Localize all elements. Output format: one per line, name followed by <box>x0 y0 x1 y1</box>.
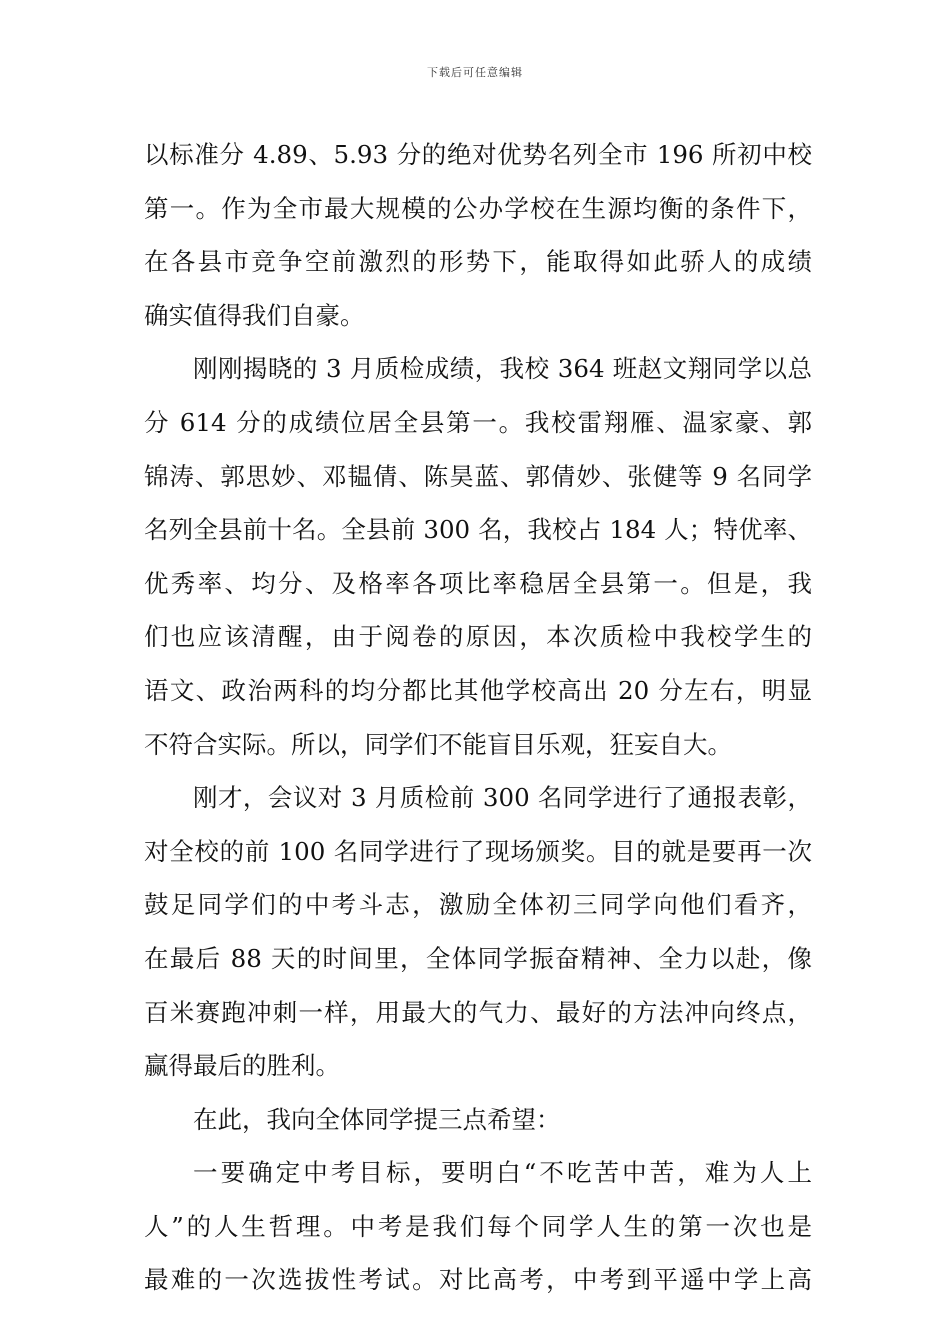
text-line: 优秀率、均分、及格率各项比率稳居全县第一。但是，我 <box>144 568 812 598</box>
text-line: 们也应该清醒，由于阅卷的原因，本次质检中我校学生的 <box>144 622 812 652</box>
text-line: 鼓足同学们的中考斗志，激励全体初三同学向他们看齐， <box>144 890 812 920</box>
text-line: 赢得最后的胜利。 <box>144 1051 340 1081</box>
text-line: 第一。作为全市最大规模的公办学校在生源均衡的条件下， <box>144 193 812 223</box>
text-line: 一要确定中考目标，要明白“不吃苦中苦，难为人上 <box>193 1158 812 1188</box>
text-line: 刚才，会议对 3 月质检前 300 名同学进行了通报表彰， <box>193 783 812 813</box>
text-line: 确实值得我们自豪。 <box>144 300 365 330</box>
text-line: 在各县市竞争空前激烈的形势下，能取得如此骄人的成绩 <box>144 247 812 277</box>
text-line: 在此，我向全体同学提三点希望： <box>193 1104 561 1134</box>
text-line: 锦涛、郭思妙、邓韫倩、陈昊蓝、郭倩妙、张健等 9 名同学 <box>144 461 812 491</box>
text-line: 名列全县前十名。全县前 300 名，我校占 184 人；特优率、 <box>144 515 812 545</box>
text-line: 以标准分 4.89、5.93 分的绝对优势名列全市 196 所初中校 <box>144 140 812 169</box>
text-line: 百米赛跑冲刺一样，用最大的气力、最好的方法冲向终点， <box>144 997 812 1027</box>
text-line: 对全校的前 100 名同学进行了现场颁奖。目的就是要再一次 <box>144 836 812 866</box>
text-line: 最难的一次选拔性考试。对比高考，中考到平遥中学上高 <box>144 1265 812 1295</box>
page-header: 下载后可任意编辑 <box>427 66 523 79</box>
text-line: 不符合实际。所以，同学们不能盲目乐观，狂妄自大。 <box>144 729 732 759</box>
text-line: 语文、政治两科的均分都比其他学校高出 20 分左右，明显 <box>144 675 812 705</box>
document-body <box>144 128 812 1307</box>
text-line: 刚刚揭晓的 3 月质检成绩，我校 364 班赵文翔同学以总 <box>193 354 812 384</box>
text-line: 在最后 88 天的时间里，全体同学振奋精神、全力以赴，像 <box>144 943 812 973</box>
text-line: 人”的人生哲理。中考是我们每个同学人生的第一次也是 <box>144 1211 812 1241</box>
text-line: 分 614 分的成绩位居全县第一。我校雷翔雁、温家豪、郭 <box>144 407 812 437</box>
